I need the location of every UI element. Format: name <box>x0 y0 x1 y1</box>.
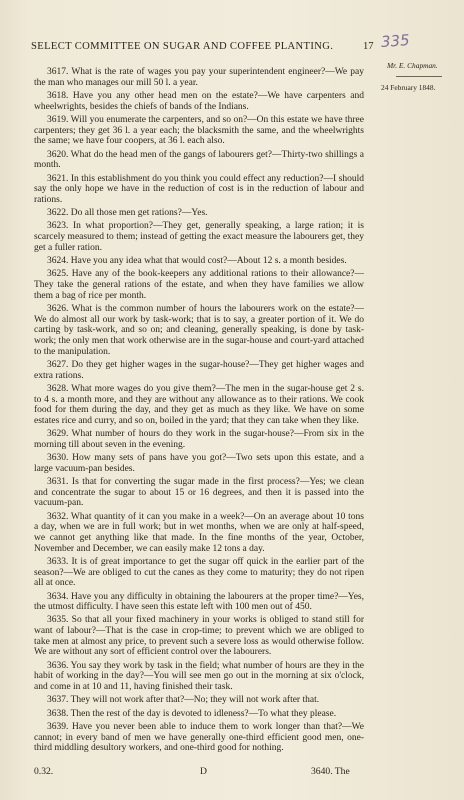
question-answer-paragraph: 3624. Have you any idea what that would cost?—About 12 s. a month besides. <box>47 256 347 267</box>
question-answer-paragraph: 3618. Have you any other head men on the estate?—We have carpenters and wheelwrights, besides the chiefs of bands of the Indians. <box>34 90 364 112</box>
question-answer-paragraph: 3631. Is that for converting the sugar made in the first process?—Yes; we clean and concentrate the sugar to about 15 or 16 degrees, and then it is passed into the vacuum-pan. <box>34 477 364 509</box>
question-answer-paragraph: 3621. In this establishment do you think you could effect any reduction?—I should say the only hope we have in the reduction of cost is in the reduction of labour and rations. <box>34 173 364 205</box>
question-answer-paragraph: 3638. Then the rest of the day is devoted to idleness?—To what they please. <box>47 708 337 719</box>
question-answer-paragraph: 3619. Will you enumerate the carpenters, and so on?—On this estate we have three carpenters; they get 36 l. a year each; the blacksmith the same, and the wheelwrights the same; we have four coopers, at 36 l. each also. <box>34 114 364 147</box>
margin-witness-name: Mr. E. Chapman. <box>387 61 438 70</box>
header-title: SELECT COMMITTEE ON SUGAR AND COFFEE PLANTING. <box>31 41 334 52</box>
question-answer-paragraph: 3637. They will not work after that?—No; they will not work after that. <box>47 695 320 706</box>
question-answer-paragraph: 3633. It is of great importance to get the sugar off quick in the earlier part of the season?—We are obliged to cut the canes as they come to maturity; they do not ripen all at once. <box>34 556 364 589</box>
page-footer <box>0 766 464 780</box>
question-answer-paragraph: 3626. What is the common number of hours the labourers work on the estate?—We do almost all our work by task-work; that is to say, a greater portion of it. We do carting by task-work, and so on; and cleaning, generally speaking, is done by task-work; the only men that work otherwise are in the sugar-house and court-yard attached to the manipulation. <box>34 304 364 357</box>
question-answer-paragraph: 3625. Have any of the book-keepers any additional rations to their allowance?—They take the general rations of the estate, and when they have families we allow them a bag of rice per month. <box>34 269 364 301</box>
question-answer-paragraph: 3636. You say they work by task in the field; what number of hours are they in the habit of working in the day?—You will see men go out in the morning at six o'clock, and come in at 10 and 11, having finished their task. <box>34 660 364 693</box>
question-answer-paragraph: 3629. What number of hours do they work in the sugar-house?—From six in the morning till about seven in the evening. <box>34 429 364 450</box>
testimony-body <box>34 67 364 757</box>
catchword: 3640. The <box>311 766 350 777</box>
question-answer-paragraph: 3628. What more wages do you give them?—The men in the sugar-house get 2 s. to 4 s. a month more, and they are without any allowance as to their rations. We cook food for them during the day, and they get as much as they like. We have on some estates rice and curry, and so on, boiled in the yard; that they can take when they like. <box>34 383 364 426</box>
question-answer-paragraph: 3630. How many sets of pans have you got?—Two sets upon this estate, and a large vacuum-pan besides. <box>34 453 364 474</box>
signature-mark: 0.32. <box>34 766 54 777</box>
question-answer-paragraph: 3622. Do all those men get rations?—Yes. <box>47 208 208 219</box>
margin-date: 24 February 1848. <box>381 83 436 92</box>
handwritten-folio-number: 335 <box>380 31 411 51</box>
question-answer-paragraph: 3632. What quantity of it can you make in a week?—On an average about 10 tons a day, when we are in full work; but in wet months, when we are only at half-speed, we cannot get anything like that made. In the fine months of the year, October, November and December, we can easily make 12 tons a day. <box>34 511 364 554</box>
page-number: 17 <box>363 41 374 52</box>
running-header <box>0 31 464 57</box>
gathering-letter: D <box>200 766 207 777</box>
question-answer-paragraph: 3620. What do the head men of the gangs of labourers get?—Thirty-two shillings a month. <box>34 149 364 171</box>
question-answer-paragraph: 3639. Have you never been able to induce them to work longer than that?—We cannot; in every band of men we have generally one-third efficient good men, one-third middling desultory workers, and one-third good for nothing. <box>34 722 364 754</box>
question-answer-paragraph: 3627. Do they get higher wages in the sugar-house?—They get higher wages and extra rations. <box>34 359 364 381</box>
margin-divider <box>396 76 442 77</box>
question-answer-paragraph: 3623. In what proportion?—They get, generally speaking, a large ration; it is scarcely measured to them; instead of getting the exact measure the labourers get, they get a fuller ration. <box>34 221 364 253</box>
question-answer-paragraph: 3634. Have you any difficulty in obtaining the labourers at the proper time?—Yes, the utmost difficulty. I have seen this estate left with 100 men out of 450. <box>34 591 364 613</box>
question-answer-paragraph: 3617. What is the rate of wages you pay your superintendent engineer?—We pay the man who manages our mill 50 l. a year. <box>34 67 364 88</box>
question-answer-paragraph: 3635. So that all your fixed machinery in your works is obliged to stand still for want of labour?—That is the case in crop-time; to prevent which we are obliged to take men at almost any price, to prevent such a severe loss as would otherwise follow. We are without any sort of efficient control over the labourers. <box>34 615 364 658</box>
